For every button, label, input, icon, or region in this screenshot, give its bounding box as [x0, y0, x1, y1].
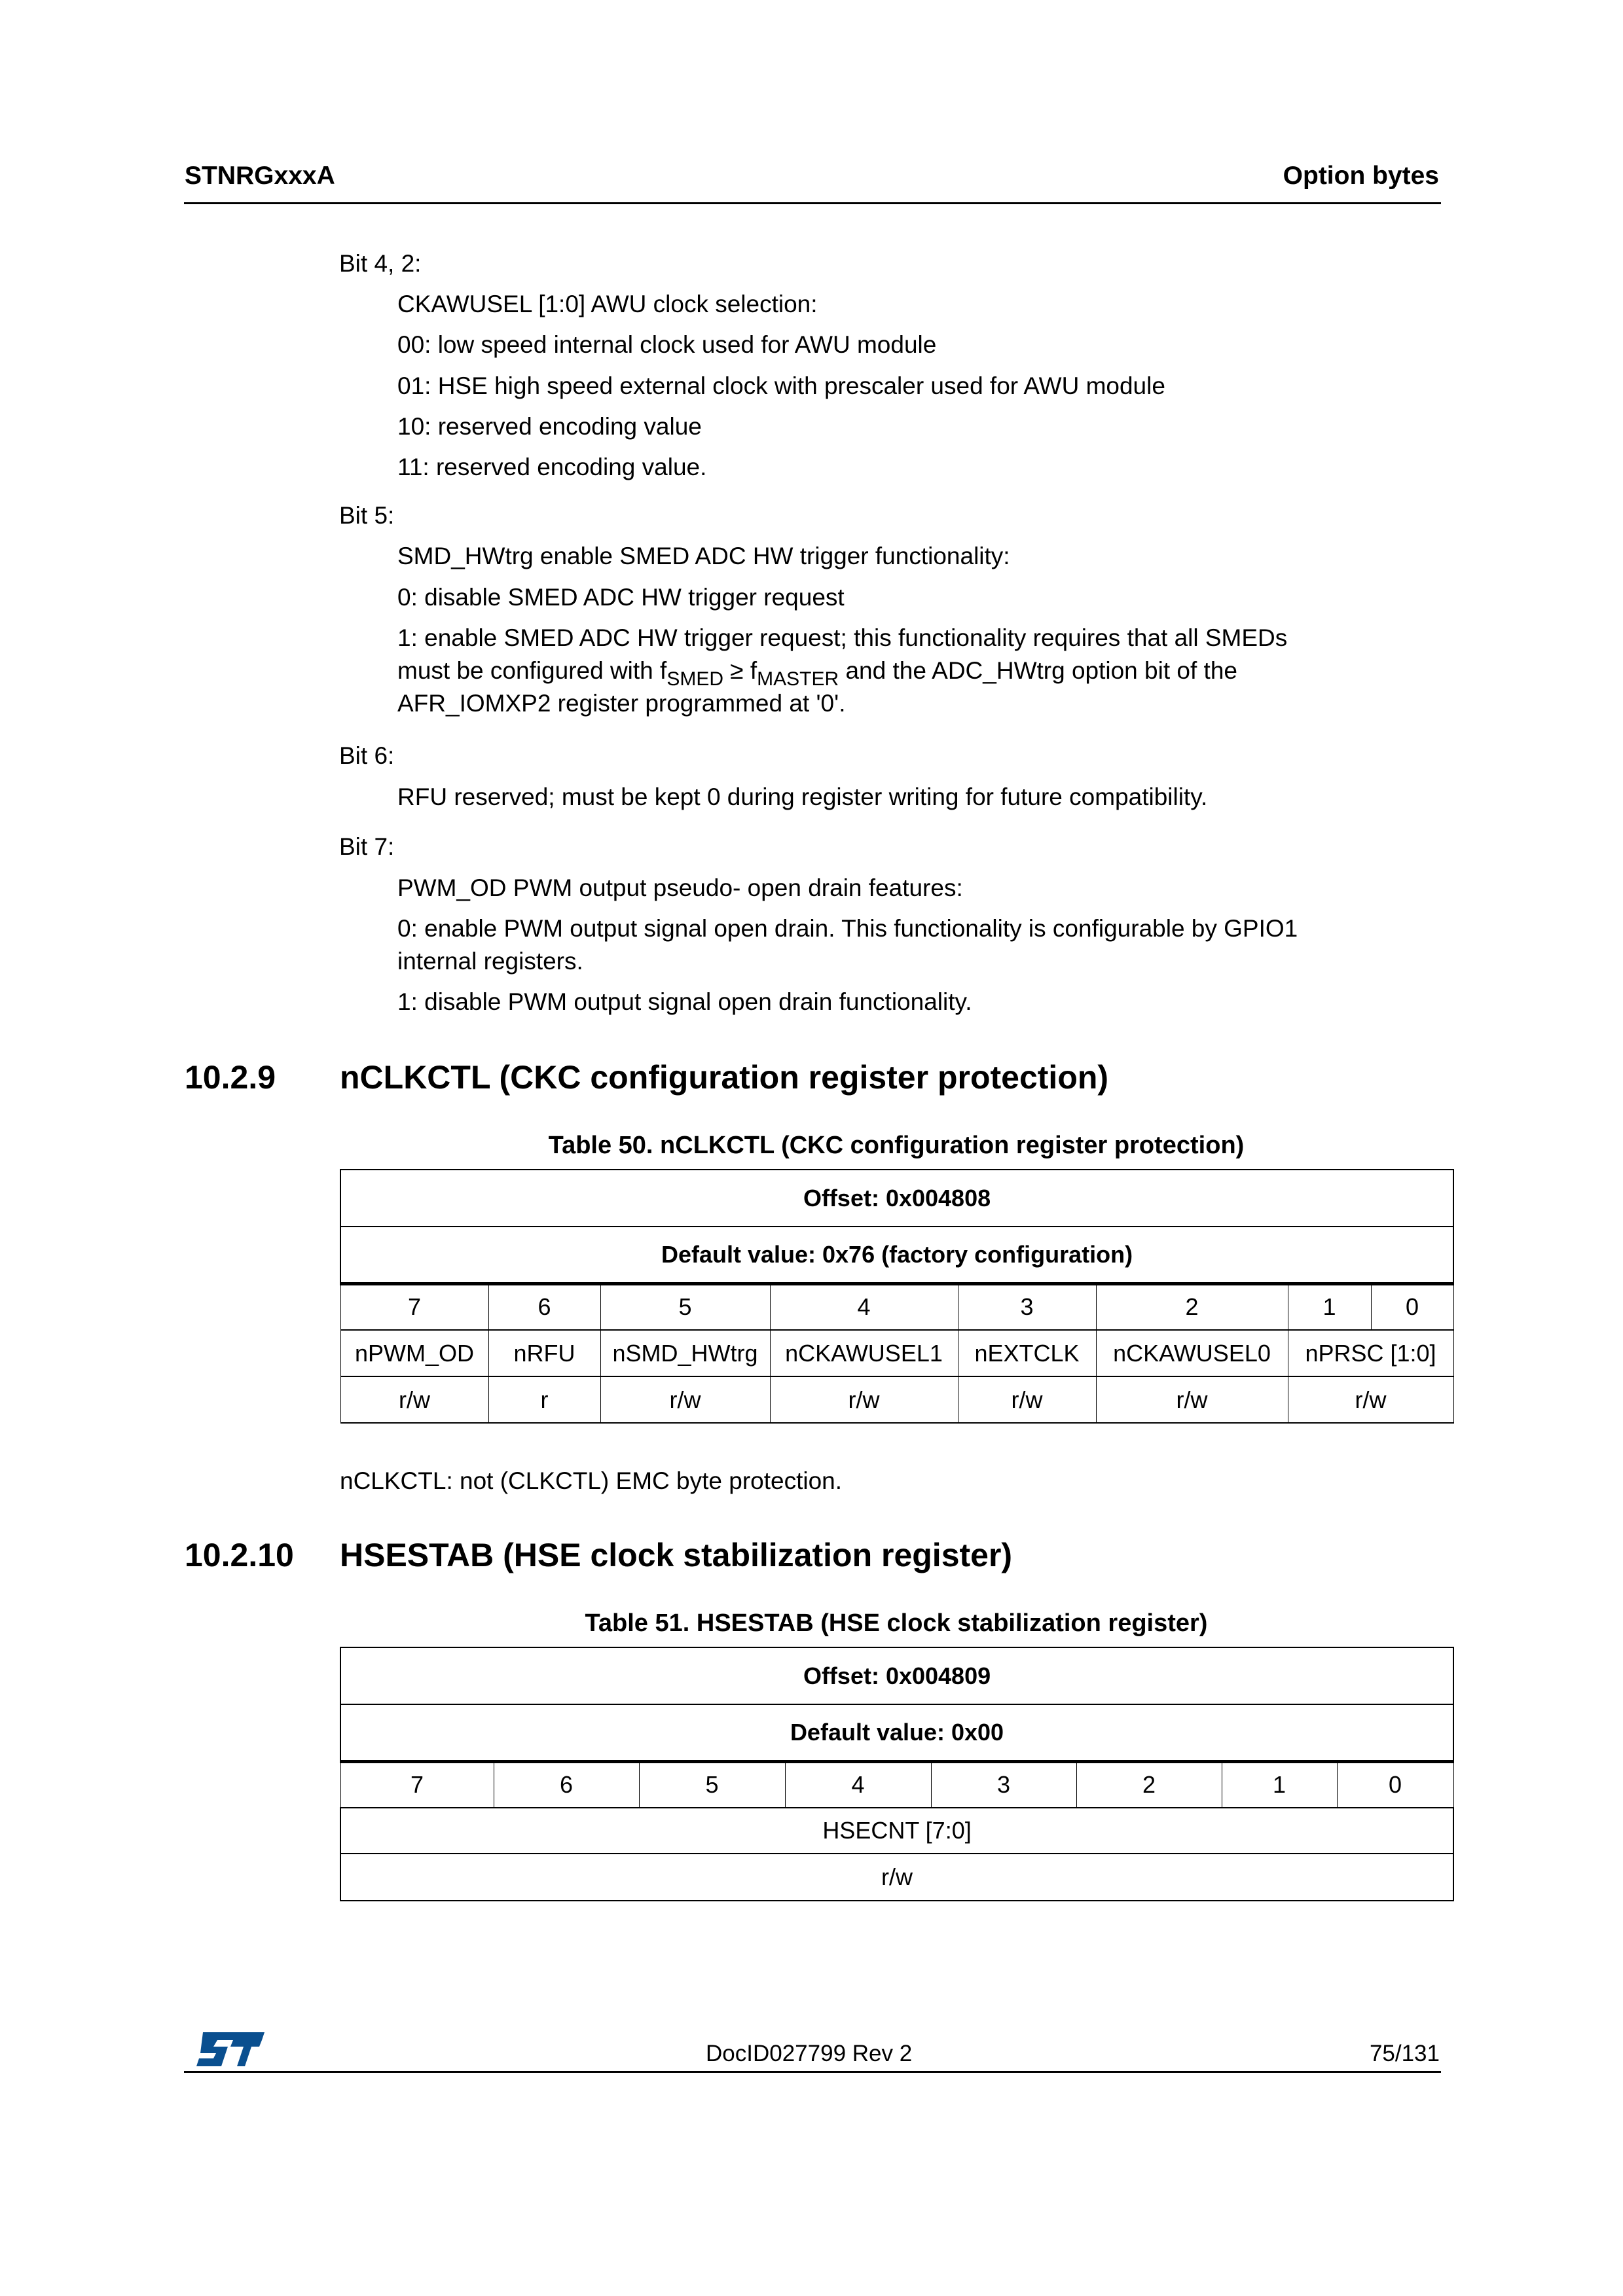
- table-caption: Table 50. nCLKCTL (CKC configuration register protection): [548, 1132, 1245, 1159]
- bit-label: Bit 6:: [339, 742, 395, 769]
- page-number: 75/131: [1369, 2041, 1440, 2066]
- doc-id: DocID027799 Rev 2: [706, 2041, 913, 2066]
- access-type: r/w: [1096, 1376, 1288, 1423]
- bit-desc: internal registers.: [397, 948, 583, 975]
- section-title: HSESTAB (HSE clock stabilization register): [340, 1537, 1013, 1573]
- st-logo-icon: [194, 2031, 267, 2068]
- bit-desc: PWM_OD PWM output pseudo- open drain features:: [397, 874, 963, 901]
- bit-number: 2: [1076, 1761, 1222, 1808]
- field-name: nPRSC [1:0]: [1288, 1330, 1453, 1376]
- offset-cell: Offset: 0x004808: [340, 1170, 1453, 1227]
- field-name: nSMD_HWtrg: [600, 1330, 770, 1376]
- default-value-cell: Default value: 0x00: [340, 1704, 1453, 1761]
- bit-number: 0: [1337, 1761, 1453, 1808]
- bit-number: 1: [1222, 1761, 1337, 1808]
- section-number: 10.2.10: [185, 1537, 294, 1573]
- access-type: r: [488, 1376, 600, 1423]
- bit-desc: 1: disable PWM output signal open drain functionality.: [397, 988, 972, 1015]
- register-note: nCLKCTL: not (CLKCTL) EMC byte protection.: [340, 1467, 843, 1494]
- bit-desc: 01: HSE high speed external clock with prescaler used for AWU module: [397, 372, 1165, 399]
- access-type: r/w: [958, 1376, 1096, 1423]
- bit-label: Bit 5:: [339, 502, 395, 529]
- bit-desc: 0: enable PWM output signal open drain. This functionality is configurable by GPIO1: [397, 915, 1298, 942]
- bit-desc: must be configured with $f_{SMED} \ge f_{MASTER}$ and the ADC_HWtrg option bit of the: [397, 657, 1237, 690]
- register-table-hsestab: [340, 1647, 1454, 1901]
- bit-desc: 00: low speed internal clock used for AWU module: [397, 331, 937, 358]
- field-name: nCKAWUSEL0: [1096, 1330, 1288, 1376]
- bit-number: 2: [1096, 1283, 1288, 1330]
- offset-cell: Offset: 0x004809: [340, 1647, 1453, 1704]
- bit-desc: AFR_IOMXP2 register programmed at '0'.: [397, 690, 846, 717]
- bit-desc: 0: disable SMED ADC HW trigger request: [397, 584, 845, 611]
- bit-desc: 1: enable SMED ADC HW trigger request; this functionality requires that all SMEDs: [397, 624, 1288, 651]
- field-name: nRFU: [488, 1330, 600, 1376]
- bit-number: 1: [1288, 1283, 1371, 1330]
- table-caption: Table 51. HSESTAB (HSE clock stabilization register): [585, 1609, 1208, 1637]
- access-type: r/w: [1288, 1376, 1453, 1423]
- field-name: HSECNT [7:0]: [340, 1808, 1453, 1854]
- section-title: nCLKCTL (CKC configuration register protection): [340, 1059, 1109, 1096]
- bit-desc: 10: reserved encoding value: [397, 413, 702, 440]
- bit-number: 0: [1371, 1283, 1453, 1330]
- field-name: nPWM_OD: [340, 1330, 488, 1376]
- field-name: nEXTCLK: [958, 1330, 1096, 1376]
- bit-number: 4: [785, 1761, 931, 1808]
- bit-number: 3: [958, 1283, 1096, 1330]
- access-type: r/w: [340, 1854, 1453, 1901]
- bit-number: 7: [340, 1761, 494, 1808]
- bit-number: 3: [931, 1761, 1076, 1808]
- bit-number: 7: [340, 1283, 488, 1330]
- footer-rule: [184, 2071, 1441, 2073]
- header-rule: [184, 202, 1441, 204]
- bit-label: Bit 7:: [339, 833, 395, 860]
- bit-number: 6: [494, 1761, 639, 1808]
- default-value-cell: Default value: 0x76 (factory configuration): [340, 1227, 1453, 1283]
- field-name: nCKAWUSEL1: [770, 1330, 958, 1376]
- bit-number: 6: [488, 1283, 600, 1330]
- bit-desc: CKAWUSEL [1:0] AWU clock selection:: [397, 291, 818, 317]
- access-type: r/w: [340, 1376, 488, 1423]
- bit-label: Bit 4, 2:: [339, 250, 422, 277]
- access-type: r/w: [770, 1376, 958, 1423]
- bit-number: 4: [770, 1283, 958, 1330]
- bit-desc: SMD_HWtrg enable SMED ADC HW trigger functionality:: [397, 543, 1010, 569]
- section-number: 10.2.9: [185, 1059, 276, 1096]
- register-table-nclkctl: [340, 1169, 1454, 1424]
- access-type: r/w: [600, 1376, 770, 1423]
- bit-number: 5: [639, 1761, 785, 1808]
- bit-desc: 11: reserved encoding value.: [397, 454, 707, 480]
- doc-title: STNRGxxxA: [185, 162, 335, 190]
- bit-number: 5: [600, 1283, 770, 1330]
- bit-desc: RFU reserved; must be kept 0 during register writing for future compatibility.: [397, 783, 1208, 810]
- chapter-title: Option bytes: [1283, 162, 1439, 190]
